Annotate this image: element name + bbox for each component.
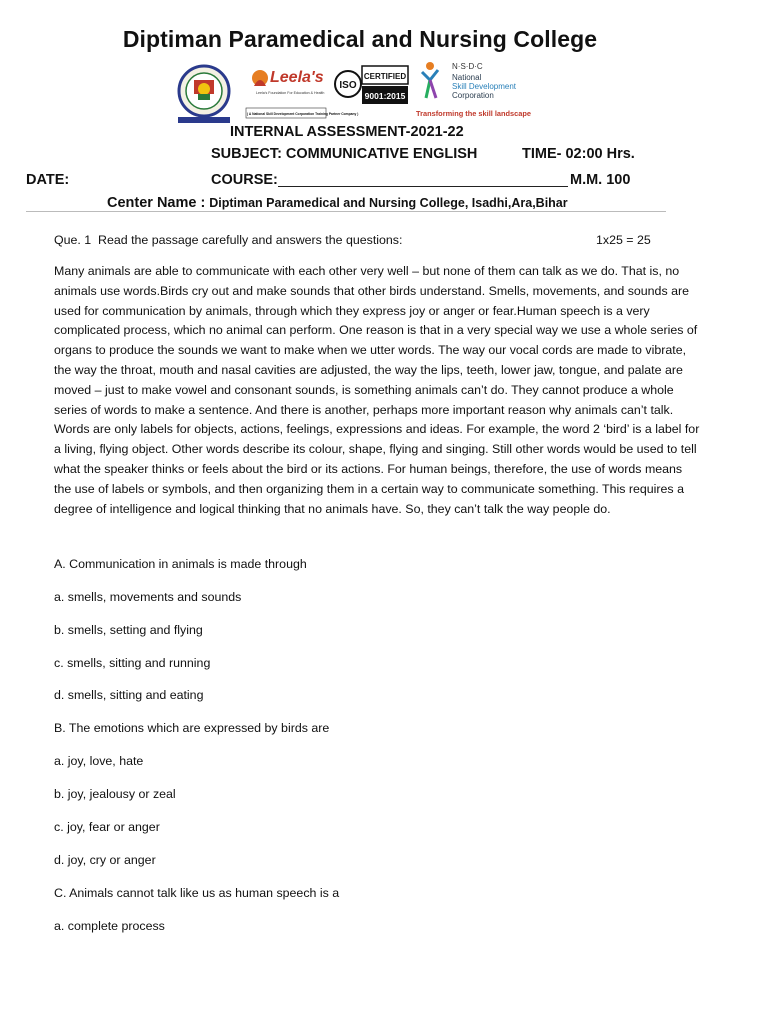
question-option: a. joy, love, hate	[54, 754, 144, 768]
assessment-title: INTERNAL ASSESSMENT-2021-22	[230, 124, 464, 140]
course-label: COURSE:	[211, 172, 278, 188]
center-value: Diptiman Paramedical and Nursing College, Isadhi,Ara,Bihar	[209, 196, 568, 210]
question-option: d. smells, sitting and eating	[54, 688, 204, 702]
center-row	[107, 194, 568, 211]
college-seal-logo	[168, 64, 240, 126]
question-option: b. smells, setting and flying	[54, 623, 203, 637]
question-option: a. complete process	[54, 919, 165, 933]
question-marks: 1x25 = 25	[596, 233, 651, 247]
question-option: c. smells, sitting and running	[54, 656, 211, 670]
course-blank-line	[278, 186, 568, 187]
header-divider	[26, 211, 666, 212]
question-item: B. The emotions which are expressed by birds are	[54, 721, 330, 735]
question-option: c. joy, fear or anger	[54, 820, 160, 834]
question-item: A. Communication in animals is made through	[54, 557, 307, 571]
question-option: b. joy, jealousy or zeal	[54, 787, 176, 801]
iso-certified-logo	[334, 62, 410, 110]
iso-mark: ISO	[339, 80, 357, 91]
subject-label: SUBJECT: COMMUNICATIVE ENGLISH	[211, 146, 478, 162]
question-item: C. Animals cannot talk like us as human speech is a	[54, 886, 340, 900]
leelas-tagline: Leela's Foundation For Education & Health	[256, 91, 325, 95]
question-option: d. joy, cry or anger	[54, 853, 156, 867]
nsdc-line3: Corporation	[452, 91, 494, 100]
iso-cert: CERTIFIED	[363, 72, 407, 81]
college-title: Diptiman Paramedical and Nursing College	[122, 26, 598, 52]
nsdc-logo	[416, 58, 534, 120]
leelas-partner: ( A National Skill Development Corporation Training Partner Company )	[247, 112, 359, 116]
max-marks: M.M. 100	[570, 172, 631, 188]
question-option: a. smells, movements and sounds	[54, 590, 242, 604]
date-label: DATE:	[26, 172, 70, 188]
time-label: TIME- 02:00 Hrs.	[522, 146, 635, 162]
nsdc-line1: National	[452, 73, 482, 82]
leelas-name: Leela's	[270, 69, 324, 86]
question-instruction: Read the passage carefully and answers the questions:	[98, 233, 403, 247]
iso-number: 9001:2015	[364, 91, 406, 101]
nsdc-line2: Skill Development	[452, 82, 517, 91]
center-label: Center Name :	[107, 195, 206, 211]
nsdc-acronym: N·S·D·C	[452, 62, 483, 71]
question-number: Que. 1	[54, 233, 92, 247]
reading-passage: Many animals are able to communicate with each other very well – but none of them can talk as we do. That is, no animals use words.Birds cry out and make sounds that other birds understand. Smells, movements, and sounds are used for communication by animals, through which they express joy or anger or fear.Human speech is a very complicated process, which no animal can perform. One reason is that in a very special way we use a whole series of organs to produce the sounds we want to make when we utter words. The way our vocal cords are made to vibrate, the way the throat, mouth and nasal cavities are adjusted, the way the lips, teeth, lower jaw, tongue, and palate are moved – just to make vowel and consonant sounds, is something animals can’t do. They cannot produce a whole series of words to make a sentence. And there is another, perhaps more important reason why animals can’t talk. Words are only labels for objects, actions, feelings, expressions and ideas. For example, the word 2 ‘bird’ is a label for a living, flying object. Other words describe its colour, shape, flying and singing. Still other words would be used to tell what the speaker thinks or feels about the bird or its actions. For human beings, therefore, the use of words means the use of labels or symbols, and then organizing them in a certain way to communicate something. This requires a degree of intelligence and logical thinking that no animals have. So, they can’t talk the way people do.	[54, 264, 700, 516]
nsdc-tagline: Transforming the skill landscape	[416, 109, 531, 118]
